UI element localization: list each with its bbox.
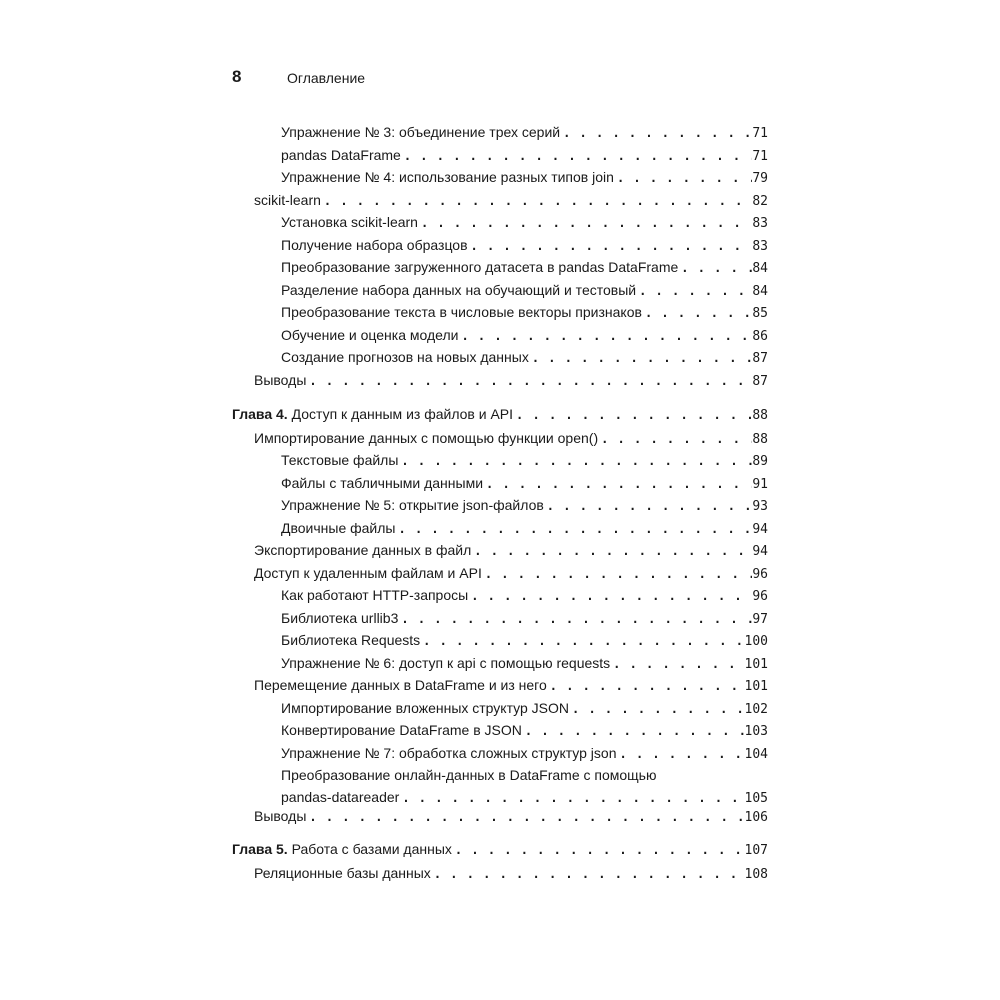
dot-leader [547, 675, 745, 697]
toc-entry-export-data [254, 539, 768, 563]
toc-entry-page: 94 [752, 544, 768, 559]
dot-leader [306, 806, 744, 828]
toc-entry-install-scikit-learn [281, 211, 768, 235]
toc-entry-title: Доступ к удаленным файлам и API [254, 565, 482, 581]
dot-leader [678, 257, 752, 279]
toc-entry-title: Реляционные базы данных [254, 865, 431, 881]
toc-entry-nested-json [281, 697, 768, 721]
toc-entry-title: Создание прогнозов на новых данных [281, 349, 529, 365]
toc-entry-title: Упражнение № 6: доступ к api с помощью requests [281, 655, 611, 671]
toc-entry-title: Перемещение данных в DataFrame и из него [254, 677, 547, 693]
toc-entry-get-samples [281, 234, 768, 258]
toc-entry-page: 104 [744, 747, 768, 762]
toc-entry-page: 89 [752, 454, 768, 469]
toc-entry-page: 101 [744, 657, 768, 672]
dot-leader [513, 404, 752, 426]
toc-entry-scikit-learn [254, 189, 768, 213]
toc-entry-page: 87 [752, 351, 768, 366]
dot-leader [458, 325, 752, 347]
toc-entry-pandas-dataframe [281, 144, 768, 168]
toc-entry-page: 82 [752, 194, 768, 209]
toc-entry-page: 83 [752, 216, 768, 231]
toc-entry-page: 83 [752, 239, 768, 254]
toc-entry-page: 100 [744, 634, 768, 649]
dot-leader [614, 167, 752, 189]
toc-entry-dataframe-to-json [281, 719, 768, 743]
toc-entry-page: 96 [752, 589, 768, 604]
toc-entry-page: 79 [752, 171, 768, 186]
dot-leader [468, 235, 753, 257]
toc-entry-title: Импортирование данных с помощью функции open() [254, 430, 599, 446]
toc-entry-title: Упражнение № 3: объединение трех серий [281, 124, 561, 140]
dot-leader [569, 698, 744, 720]
chapter-label: Глава 5. [232, 841, 288, 857]
running-head: Оглавление [287, 70, 366, 86]
toc-entry-exercise-6 [281, 652, 768, 676]
toc-entry-page: 85 [752, 306, 768, 321]
toc-entry-tabular-files [281, 472, 768, 496]
toc-entry-title: Библиотека Requests [281, 632, 421, 648]
toc-entry-title: Установка scikit-learn [281, 214, 418, 230]
toc-entry-exercise-4 [281, 166, 768, 190]
dot-leader [420, 630, 744, 652]
dot-leader [306, 370, 752, 392]
dot-leader [468, 585, 752, 607]
toc-entry-title [232, 403, 513, 425]
dot-leader [398, 450, 752, 472]
toc-entry-text-to-vectors [281, 301, 768, 325]
toc-entry-title: Конвертирование DataFrame в JSON [281, 722, 522, 738]
toc-entry-title: Файлы с табличными данными [281, 475, 484, 491]
toc-entry-pandas-datareader [281, 764, 768, 810]
toc-entry-exercise-7 [281, 742, 768, 766]
toc-entry-conclusions-ch4 [254, 805, 768, 829]
toc-entry-title: Упражнение № 4: использование разных типов join [281, 169, 614, 185]
toc-entry-page: 91 [752, 477, 768, 492]
toc-entry-train-evaluate [281, 324, 768, 348]
toc-entry-predictions [281, 346, 768, 370]
toc-entry-relational-db [254, 862, 768, 886]
page-number: 8 [232, 67, 242, 86]
toc-entry-page: 103 [744, 724, 768, 739]
toc-entry-convert-dataset [281, 256, 768, 280]
toc-entry-page: 102 [744, 702, 768, 717]
toc-entry-title: Как работают HTTP-запросы [281, 587, 469, 603]
toc-entry-page: 88 [752, 408, 768, 423]
toc-entry-remote-files [254, 562, 768, 586]
toc-entry-exercise-3 [281, 121, 768, 145]
toc-entry-page: 96 [752, 567, 768, 582]
toc-entry-title: Выводы [254, 808, 307, 824]
toc-entry-dataframe-io [254, 674, 768, 698]
dot-leader [471, 540, 752, 562]
dot-leader [544, 495, 753, 517]
toc-entry-page: 87 [752, 374, 768, 389]
toc-entry-title: Библиотека urllib3 [281, 610, 399, 626]
dot-leader [483, 473, 752, 495]
toc-entry-exercise-5 [281, 494, 768, 518]
dot-leader [617, 743, 745, 765]
toc-entry-page: 71 [752, 149, 768, 164]
toc-entry-page: 86 [752, 329, 768, 344]
toc-entry-title: Обучение и оценка модели [281, 327, 459, 343]
dot-leader [636, 280, 752, 302]
toc-chapter-4 [232, 403, 768, 427]
toc-entry-page: 84 [752, 261, 768, 276]
chapter-title: Доступ к данным из файлов и API [291, 406, 514, 422]
dot-leader [529, 347, 753, 369]
dot-leader [482, 563, 753, 585]
toc-entry-http-requests [281, 584, 768, 608]
toc-entry-title: Упражнение № 5: открытие json-файлов [281, 497, 544, 513]
chapter-title: Работа с базами данных [291, 841, 452, 857]
toc-entry-import-open [254, 427, 768, 451]
dot-leader [598, 428, 752, 450]
toc-entry-title: Преобразование текста в числовые векторы признаков [281, 304, 642, 320]
toc-entry-page: 105 [744, 791, 768, 806]
toc-entry-title-line1: Преобразование онлайн-данных в DataFrame с помощью [281, 767, 657, 783]
toc-entry-page: 94 [752, 522, 768, 537]
toc-entry-page: 106 [744, 810, 768, 825]
toc-entry-page: 101 [744, 679, 768, 694]
toc-entry-title: Выводы [254, 372, 307, 388]
toc-entry-page: 88 [752, 432, 768, 447]
toc-entry-page: 97 [752, 612, 768, 627]
dot-leader [452, 839, 745, 861]
dot-leader [642, 302, 752, 324]
toc-entry-binary-files [281, 517, 768, 541]
toc-entry-page: 71 [752, 126, 768, 141]
toc-entry-title: scikit-learn [254, 192, 321, 208]
toc-entry-split-dataset [281, 279, 768, 303]
toc-entry-text-files [281, 449, 768, 473]
toc-entry-title: Разделение набора данных на обучающий и тестовый [281, 282, 637, 298]
dot-leader [431, 863, 745, 885]
dot-leader [401, 145, 753, 167]
toc-entry-title: Двоичные файлы [281, 520, 396, 536]
toc-entry-title: pandas-datareader [281, 789, 400, 805]
dot-leader [418, 212, 752, 234]
toc-entry-requests-lib [281, 629, 768, 653]
toc-chapter-5 [232, 838, 768, 862]
dot-leader [398, 608, 752, 630]
toc-entry-urllib3 [281, 607, 768, 631]
toc-entry-page: 107 [744, 843, 768, 858]
toc-entry-page: 93 [752, 499, 768, 514]
toc-entry-title: Преобразование загруженного датасета в pandas DataFrame [281, 259, 679, 275]
toc-entry-page: 84 [752, 284, 768, 299]
toc-entry-title: Получение набора образцов [281, 237, 468, 253]
chapter-label: Глава 4. [232, 406, 288, 422]
toc-entry-title [232, 838, 452, 860]
dot-leader [560, 122, 752, 144]
toc-entry-title: Упражнение № 7: обработка сложных структур json [281, 745, 617, 761]
toc-entry-title: Текстовые файлы [281, 452, 399, 468]
dot-leader [610, 653, 744, 675]
toc-entry-title: Экспортирование данных в файл [254, 542, 472, 558]
toc-entry-page: 108 [744, 867, 768, 882]
dot-leader [321, 190, 752, 212]
dot-leader [522, 720, 745, 742]
dot-leader [396, 518, 753, 540]
toc-entry-title: Импортирование вложенных структур JSON [281, 700, 570, 716]
toc-entry-title: pandas DataFrame [281, 147, 401, 163]
toc-entry-conclusions-ch3 [254, 369, 768, 393]
